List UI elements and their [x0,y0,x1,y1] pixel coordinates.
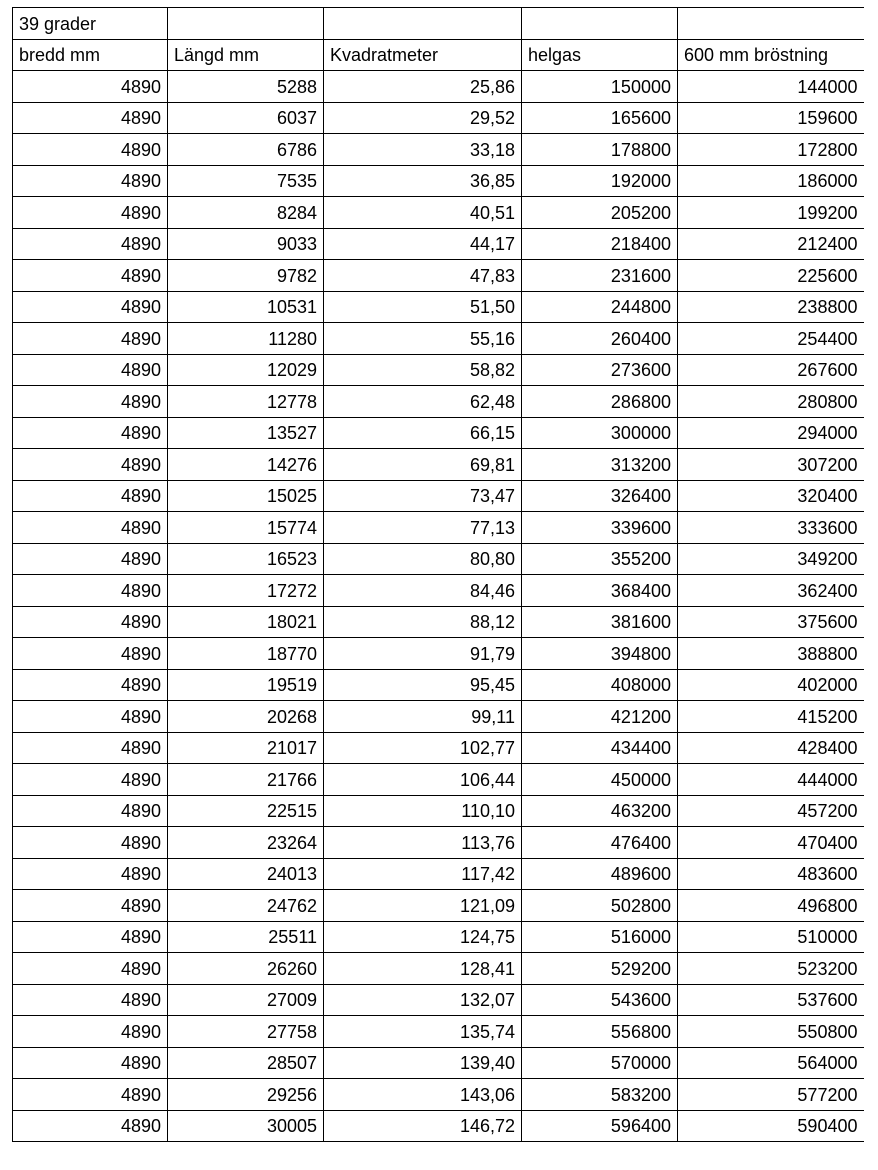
cell-brostning[interactable]: 333600 [678,512,864,544]
cell-helgas[interactable]: 368400 [522,575,678,607]
cell-langd[interactable]: 21766 [168,764,324,796]
cell-bredd[interactable]: 4890 [13,701,168,733]
cell-kvadratmeter[interactable]: 95,45 [324,669,522,701]
cell-brostning[interactable]: 375600 [678,606,864,638]
cell-bredd[interactable]: 4890 [13,260,168,292]
table-row [13,827,864,859]
cell-brostning[interactable]: 444000 [678,764,864,796]
cell-bredd[interactable]: 4890 [13,827,168,859]
cell-helgas[interactable]: 273600 [522,354,678,386]
cell-bredd[interactable]: 4890 [13,449,168,481]
cell-kvadratmeter[interactable]: 139,40 [324,1047,522,1079]
cell-brostning[interactable]: 212400 [678,228,864,260]
cell-langd[interactable]: 14276 [168,449,324,481]
table-row [13,354,864,386]
cell-kvadratmeter[interactable]: 69,81 [324,449,522,481]
cell-helgas[interactable]: 583200 [522,1079,678,1111]
cell-kvadratmeter[interactable]: 110,10 [324,795,522,827]
cell-helgas[interactable]: 150000 [522,71,678,103]
cell-kvadratmeter[interactable]: 113,76 [324,827,522,859]
table-row [13,165,864,197]
cell-helgas[interactable]: 463200 [522,795,678,827]
cell-bredd[interactable]: 4890 [13,669,168,701]
cell-kvadratmeter[interactable]: 40,51 [324,197,522,229]
cell-langd[interactable]: 29256 [168,1079,324,1111]
cell-langd[interactable]: 10531 [168,291,324,323]
table-row [13,1110,864,1142]
table-row [13,575,864,607]
cell-helgas[interactable]: 192000 [522,165,678,197]
cell-kvadratmeter[interactable]: 47,83 [324,260,522,292]
cell-langd[interactable]: 21017 [168,732,324,764]
cell-helgas[interactable]: 596400 [522,1110,678,1142]
table-row [13,858,864,890]
cell-helgas[interactable]: 165600 [522,102,678,134]
cell-brostning[interactable]: 402000 [678,669,864,701]
cell-helgas[interactable]: 489600 [522,858,678,890]
cell-langd[interactable]: 8284 [168,197,324,229]
cell-bredd[interactable]: 4890 [13,638,168,670]
cell-langd[interactable]: 12029 [168,354,324,386]
cell-kvadratmeter[interactable]: 51,50 [324,291,522,323]
cell-helgas[interactable]: 476400 [522,827,678,859]
cell-brostning[interactable]: 510000 [678,921,864,953]
cell-kvadratmeter[interactable]: 25,86 [324,71,522,103]
cell-bredd[interactable]: 4890 [13,858,168,890]
cell-kvadratmeter[interactable]: 55,16 [324,323,522,355]
cell-kvadratmeter[interactable]: 106,44 [324,764,522,796]
empty-cell[interactable] [678,8,864,40]
header-cell-helgas[interactable]: helgas [522,39,678,71]
cell-bredd[interactable]: 4890 [13,921,168,953]
table-row [13,669,864,701]
empty-cell[interactable] [324,8,522,40]
cell-helgas[interactable]: 313200 [522,449,678,481]
cell-bredd[interactable]: 4890 [13,480,168,512]
cell-helgas[interactable]: 543600 [522,984,678,1016]
cell-bredd[interactable]: 4890 [13,764,168,796]
cell-bredd[interactable]: 4890 [13,575,168,607]
cell-brostning[interactable]: 159600 [678,102,864,134]
cell-brostning[interactable]: 388800 [678,638,864,670]
cell-helgas[interactable]: 231600 [522,260,678,292]
cell-bredd[interactable]: 4890 [13,890,168,922]
cell-bredd[interactable]: 4890 [13,228,168,260]
cell-bredd[interactable]: 4890 [13,291,168,323]
table-row [13,606,864,638]
header-cell-bredd[interactable]: bredd mm [13,39,168,71]
cell-bredd[interactable]: 4890 [13,197,168,229]
cell-langd[interactable]: 25511 [168,921,324,953]
cell-helgas[interactable]: 300000 [522,417,678,449]
cell-brostning[interactable]: 550800 [678,1016,864,1048]
header-cell-kvadratmeter[interactable]: Kvadratmeter [324,39,522,71]
cell-brostning[interactable]: 496800 [678,890,864,922]
cell-helgas[interactable]: 502800 [522,890,678,922]
cell-langd[interactable]: 5288 [168,71,324,103]
cell-helgas[interactable]: 218400 [522,228,678,260]
cell-helgas[interactable]: 244800 [522,291,678,323]
cell-helgas[interactable]: 178800 [522,134,678,166]
table-row [13,1079,864,1111]
cell-brostning[interactable]: 349200 [678,543,864,575]
table-row [13,543,864,575]
table-row [13,953,864,985]
table-row [13,795,864,827]
cell-brostning[interactable]: 254400 [678,323,864,355]
cell-kvadratmeter[interactable]: 88,12 [324,606,522,638]
cell-bredd[interactable]: 4890 [13,165,168,197]
cell-langd[interactable]: 24762 [168,890,324,922]
table-row [13,764,864,796]
table-row [13,134,864,166]
cell-brostning[interactable]: 537600 [678,984,864,1016]
cell-bredd[interactable]: 4890 [13,1079,168,1111]
table-row [13,921,864,953]
cell-langd[interactable]: 30005 [168,1110,324,1142]
cell-langd[interactable]: 15025 [168,480,324,512]
cell-kvadratmeter[interactable]: 73,47 [324,480,522,512]
cell-kvadratmeter[interactable]: 33,18 [324,134,522,166]
cell-helgas[interactable]: 205200 [522,197,678,229]
cell-bredd[interactable]: 4890 [13,102,168,134]
cell-kvadratmeter[interactable]: 44,17 [324,228,522,260]
empty-cell[interactable] [168,8,324,40]
cell-brostning[interactable]: 362400 [678,575,864,607]
cell-bredd[interactable]: 4890 [13,1047,168,1079]
table-row [13,638,864,670]
cell-brostning[interactable]: 144000 [678,71,864,103]
empty-cell[interactable] [522,8,678,40]
cell-helgas[interactable]: 450000 [522,764,678,796]
cell-helgas[interactable]: 421200 [522,701,678,733]
table-row [13,323,864,355]
cell-helgas[interactable]: 408000 [522,669,678,701]
cell-langd[interactable]: 27758 [168,1016,324,1048]
title-row [13,8,864,40]
cell-bredd[interactable]: 4890 [13,512,168,544]
cell-brostning[interactable]: 415200 [678,701,864,733]
cell-langd[interactable]: 15774 [168,512,324,544]
table-row [13,984,864,1016]
cell-brostning[interactable]: 307200 [678,449,864,481]
cell-brostning[interactable]: 577200 [678,1079,864,1111]
cell-langd[interactable]: 26260 [168,953,324,985]
header-cell-brostning[interactable]: 600 mm bröstning [678,39,864,71]
cell-langd[interactable]: 22515 [168,795,324,827]
table-row [13,386,864,418]
table-row [13,890,864,922]
cell-helgas[interactable]: 434400 [522,732,678,764]
cell-brostning[interactable]: 428400 [678,732,864,764]
cell-bredd[interactable]: 4890 [13,606,168,638]
cell-langd[interactable]: 16523 [168,543,324,575]
cell-kvadratmeter[interactable]: 121,09 [324,890,522,922]
cell-bredd[interactable]: 4890 [13,354,168,386]
cell-brostning[interactable]: 280800 [678,386,864,418]
title-cell[interactable]: 39 grader [13,8,168,40]
cell-kvadratmeter[interactable]: 99,11 [324,701,522,733]
cell-bredd[interactable]: 4890 [13,417,168,449]
cell-kvadratmeter[interactable]: 84,46 [324,575,522,607]
cell-kvadratmeter[interactable]: 146,72 [324,1110,522,1142]
cell-kvadratmeter[interactable]: 128,41 [324,953,522,985]
cell-kvadratmeter[interactable]: 77,13 [324,512,522,544]
cell-langd[interactable]: 7535 [168,165,324,197]
cell-langd[interactable]: 13527 [168,417,324,449]
table-row [13,291,864,323]
table-row [13,512,864,544]
cell-kvadratmeter[interactable]: 58,82 [324,354,522,386]
cell-brostning[interactable]: 590400 [678,1110,864,1142]
header-cell-langd[interactable]: Längd mm [168,39,324,71]
cell-bredd[interactable]: 4890 [13,953,168,985]
cell-helgas[interactable]: 529200 [522,953,678,985]
cell-bredd[interactable]: 4890 [13,1110,168,1142]
cell-bredd[interactable]: 4890 [13,134,168,166]
cell-kvadratmeter[interactable]: 132,07 [324,984,522,1016]
cell-bredd[interactable]: 4890 [13,1016,168,1048]
cell-kvadratmeter[interactable]: 135,74 [324,1016,522,1048]
cell-kvadratmeter[interactable]: 91,79 [324,638,522,670]
cell-langd[interactable]: 9033 [168,228,324,260]
table-row [13,1047,864,1079]
cell-helgas[interactable]: 260400 [522,323,678,355]
cell-brostning[interactable]: 238800 [678,291,864,323]
cell-brostning[interactable]: 225600 [678,260,864,292]
table-row [13,228,864,260]
cell-kvadratmeter[interactable]: 66,15 [324,417,522,449]
table-row [13,449,864,481]
cell-bredd[interactable]: 4890 [13,543,168,575]
cell-helgas[interactable]: 381600 [522,606,678,638]
cell-kvadratmeter[interactable]: 102,77 [324,732,522,764]
cell-helgas[interactable]: 355200 [522,543,678,575]
cell-brostning[interactable]: 294000 [678,417,864,449]
cell-langd[interactable]: 27009 [168,984,324,1016]
table-row [13,701,864,733]
cell-langd[interactable]: 23264 [168,827,324,859]
spreadsheet-body [13,8,864,1142]
cell-langd[interactable]: 18770 [168,638,324,670]
cell-helgas[interactable]: 556800 [522,1016,678,1048]
cell-langd[interactable]: 6037 [168,102,324,134]
cell-brostning[interactable]: 199200 [678,197,864,229]
cell-brostning[interactable]: 564000 [678,1047,864,1079]
cell-helgas[interactable]: 339600 [522,512,678,544]
cell-helgas[interactable]: 570000 [522,1047,678,1079]
cell-bredd[interactable]: 4890 [13,323,168,355]
table-row [13,1016,864,1048]
cell-brostning[interactable]: 267600 [678,354,864,386]
cell-langd[interactable]: 17272 [168,575,324,607]
cell-kvadratmeter[interactable]: 62,48 [324,386,522,418]
cell-kvadratmeter[interactable]: 29,52 [324,102,522,134]
cell-bredd[interactable]: 4890 [13,386,168,418]
cell-bredd[interactable]: 4890 [13,984,168,1016]
table-row [13,732,864,764]
cell-langd[interactable]: 11280 [168,323,324,355]
table-row [13,102,864,134]
cell-kvadratmeter[interactable]: 36,85 [324,165,522,197]
cell-brostning[interactable]: 457200 [678,795,864,827]
cell-brostning[interactable]: 470400 [678,827,864,859]
cell-brostning[interactable]: 483600 [678,858,864,890]
cell-helgas[interactable]: 286800 [522,386,678,418]
cell-brostning[interactable]: 320400 [678,480,864,512]
cell-langd[interactable]: 9782 [168,260,324,292]
cell-brostning[interactable]: 523200 [678,953,864,985]
header-row [13,39,864,71]
table-row [13,480,864,512]
cell-langd[interactable]: 24013 [168,858,324,890]
cell-helgas[interactable]: 394800 [522,638,678,670]
spreadsheet-table [12,7,864,1142]
cell-bredd[interactable]: 4890 [13,732,168,764]
cell-kvadratmeter[interactable]: 80,80 [324,543,522,575]
table-row [13,197,864,229]
cell-langd[interactable]: 18021 [168,606,324,638]
cell-kvadratmeter[interactable]: 124,75 [324,921,522,953]
cell-helgas[interactable]: 516000 [522,921,678,953]
cell-kvadratmeter[interactable]: 143,06 [324,1079,522,1111]
cell-langd[interactable]: 19519 [168,669,324,701]
cell-langd[interactable]: 20268 [168,701,324,733]
cell-brostning[interactable]: 186000 [678,165,864,197]
cell-langd[interactable]: 12778 [168,386,324,418]
cell-helgas[interactable]: 326400 [522,480,678,512]
cell-langd[interactable]: 28507 [168,1047,324,1079]
cell-bredd[interactable]: 4890 [13,71,168,103]
cell-brostning[interactable]: 172800 [678,134,864,166]
cell-langd[interactable]: 6786 [168,134,324,166]
cell-kvadratmeter[interactable]: 117,42 [324,858,522,890]
table-row [13,71,864,103]
table-row [13,417,864,449]
table-row [13,260,864,292]
cell-bredd[interactable]: 4890 [13,795,168,827]
